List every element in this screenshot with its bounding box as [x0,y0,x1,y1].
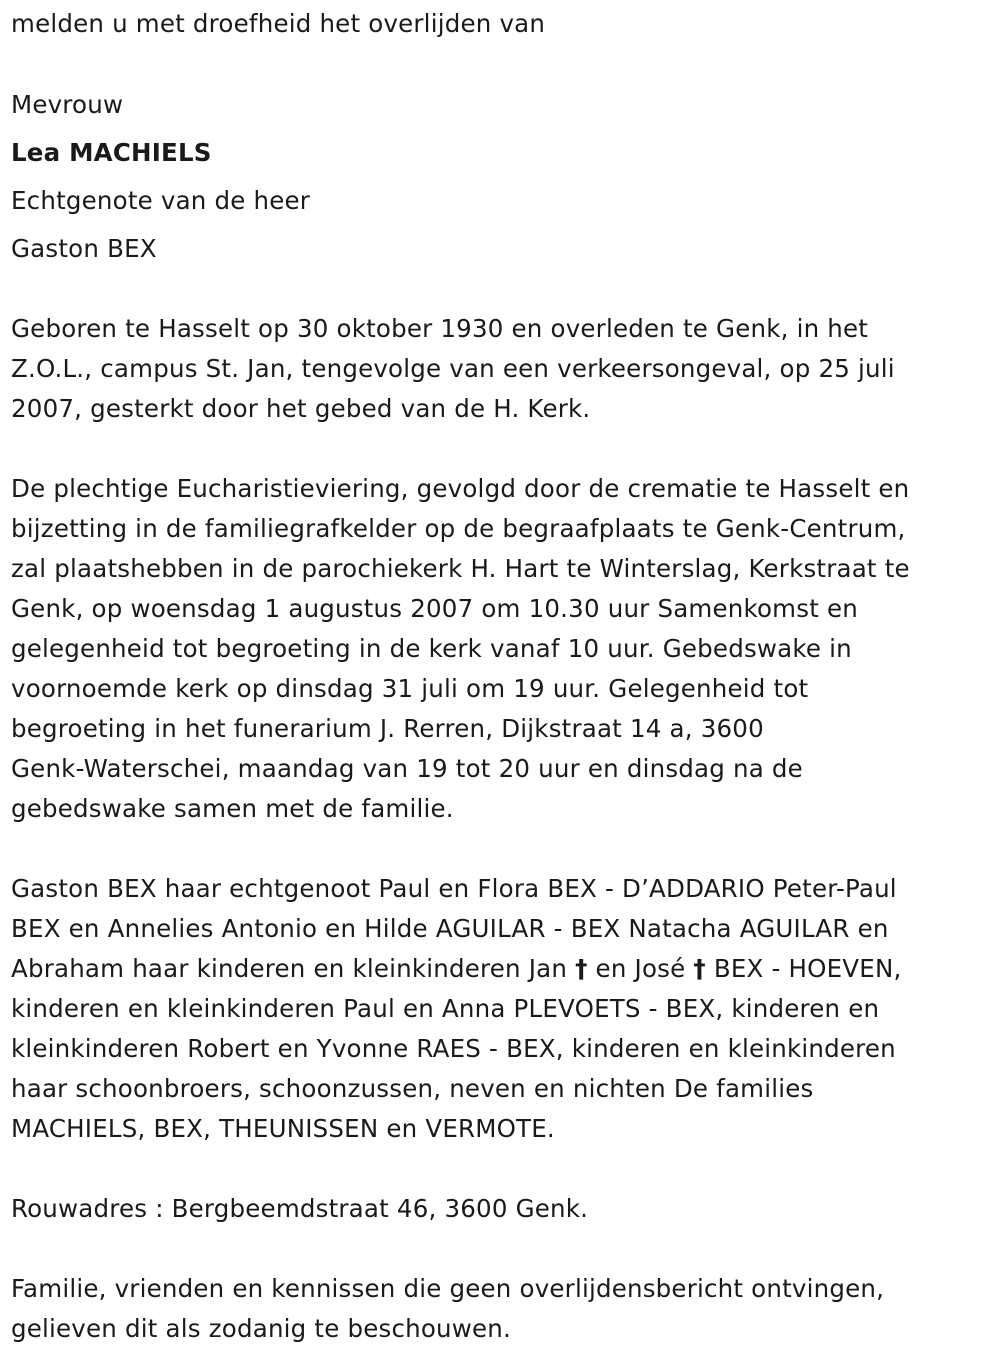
family-line: BEX en Annelies Antonio en Hilde AGUILAR - BEX Natacha AGUILAR en [11,914,889,943]
ceremony-paragraph: De plechtige Eucharistieviering, gevolgd door de crematie te Hasselt en bijzetting in de familiegrafkelder op de begraafplaats te Genk-Centrum, zal plaatshebben in de parochiekerk H. Hart te Winterslag, Kerkstraat te Genk, op woensdag 1 augustus 2007 om 10.30 uur Samenkomst en gelegenheid tot begroeting in de kerk vanaf 10 uur. Gebedswake in voornoemde kerk op dinsdag 31 juli om 19 uur. Gelegenheid tot begroeting in het funerarium J. Rerren, Dijkstraat 14 a, 3600 Genk-Waterschei, maandag van 19 tot 20 uur en dinsdag na de gebedswake samen met de familie. [11,474,910,823]
mourning-address: Rouwadres : Bergbeemdstraat 46, 3600 Genk. [11,1194,589,1223]
family-line: haar schoonbroers, schoonzussen, neven en nichten De families [11,1074,814,1103]
family-text: en José [587,954,694,983]
birth-death-paragraph: Geboren te Hasselt op 30 oktober 1930 en overleden te Genk, in het Z.O.L., campus St. Jan, tengevolge van een verkeersongeval, op 25 juli 2007, gesterkt door het gebed van de H. Kerk. [11,314,895,423]
intro-text: melden u met droefheid het overlijden van [11,9,546,38]
family-line [11,949,901,989]
family-line: MACHIELS, BEX, THEUNISSEN en VERMOTE. [11,1114,555,1143]
family-line: Gaston BEX haar echtgenoot Paul en Flora BEX - D’ADDARIO Peter-Paul [11,874,897,903]
closing-paragraph: Familie, vrienden en kennissen die geen overlijdensbericht ontvingen, gelieven dit als zodanig te beschouwen. [11,1274,885,1343]
family-text: Abraham haar kinderen en kleinkinderen Jan [11,954,576,983]
family-text: BEX - HOEVEN, [705,954,902,983]
family-line: kleinkinderen Robert en Yvonne RAES - BEX, kinderen en kleinkinderen [11,1034,896,1063]
cross-icon: † [575,954,588,983]
deceased-name: Lea MACHIELS [11,138,212,167]
cross-icon: † [693,954,706,983]
spouse-label: Echtgenote van de heer [11,186,311,215]
family-line: kinderen en kleinkinderen Paul en Anna PLEVOETS - BEX, kinderen en [11,994,880,1023]
spouse-name: Gaston BEX [11,234,157,263]
title-text: Mevrouw [11,90,124,119]
